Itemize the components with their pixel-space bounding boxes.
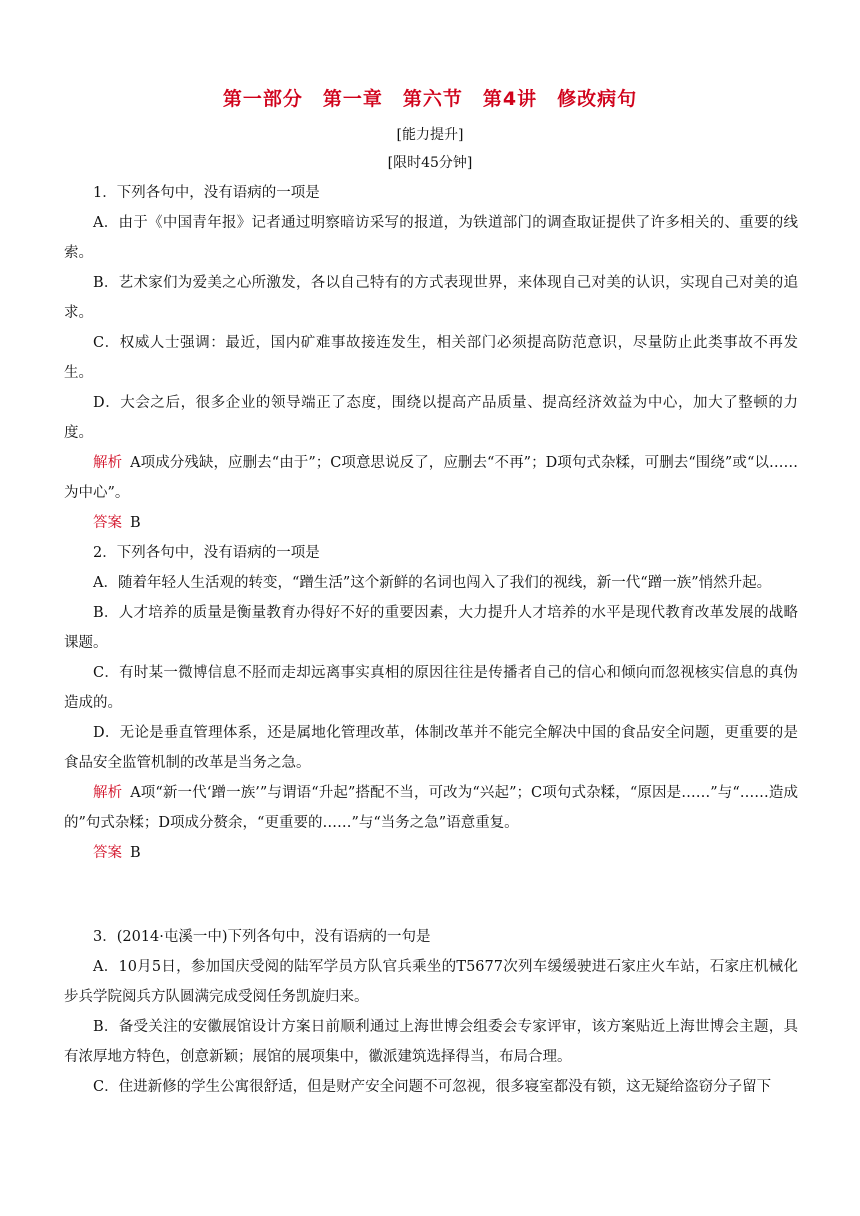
q2-stem: 2．下列各句中，没有语病的一项是 — [93, 545, 320, 561]
q3-option-c: C．住进新修的学生公寓很舒适，但是财产安全问题不可忽视，很多寝室都没有锁，这无疑给盗窃分子留下 — [93, 1079, 772, 1095]
section-gap — [64, 868, 798, 922]
answer-label: 答案 — [93, 515, 122, 531]
page-title: 第一部分 第一章 第六节 第4讲 修改病句 — [222, 88, 638, 110]
q1-option-a: A．由于《中国青年报》记者通过明察暗访采写的报道，为铁道部门的调查取证提供了许多相关的、重要的线索。 — [64, 215, 798, 261]
q1-stem: 1．下列各句中，没有语病的一项是 — [93, 185, 320, 201]
time-limit: [限时45分钟] — [387, 155, 473, 171]
q1-answer — [64, 508, 798, 538]
question-body — [64, 178, 798, 1102]
q3-stem: 3．(2014·屯溪一中)下列各句中，没有语病的一句是 — [93, 929, 431, 945]
q1-option-b: B．艺术家们为爱美之心所激发，各以自己特有的方式表现世界，来体现自己对美的认识，实现自己对美的追求。 — [64, 275, 798, 321]
q2-analysis-text: A项“新一代‘蹭一族’”与谓语“升起”搭配不当，可改为“兴起”；C项句式杂糅，“原因是……”与“……造成的”句式杂糅；D项成分赘余，“更重要的……”与“当务之急”语意重复。 — [64, 785, 798, 831]
q2-option-d: D．无论是垂直管理体系，还是属地化管理改革，体制改革并不能完全解决中国的食品安全问题，更重要的是食品安全监管机制的改革是当务之急。 — [64, 725, 798, 771]
q1-option-c: C．权威人士强调：最近，国内矿难事故接连发生，相关部门必须提高防范意识，尽量防止此类事故不再发生。 — [64, 335, 798, 381]
q1-analysis-text: A项成分残缺，应删去“由于”；C项意思说反了，应删去“不再”；D项句式杂糅，可删去“围绕”或“以……为中心”。 — [64, 455, 799, 501]
analysis-label: 解析 — [93, 455, 123, 471]
q1-analysis — [64, 448, 798, 508]
answer-label: 答案 — [93, 845, 122, 861]
q2-analysis — [64, 778, 798, 838]
q2-answer — [64, 838, 798, 868]
analysis-label: 解析 — [93, 785, 123, 801]
q3-option-b: B．备受关注的安徽展馆设计方案日前顺利通过上海世博会组委会专家评审，该方案贴近上海世博会主题，具有浓厚地方特色，创意新颖；展馆的展项集中，徽派建筑选择得当，布局合理。 — [64, 1019, 798, 1065]
q3-option-a: A．10月5日，参加国庆受阅的陆军学员方队官兵乘坐的T5677次列车缓缓驶进石家庄火车站，石家庄机械化步兵学院阅兵方队圆满完成受阅任务凯旋归来。 — [64, 959, 798, 1005]
section-subtitle: [能力提升] — [396, 127, 464, 143]
q1-option-d: D．大会之后，很多企业的领导端正了态度，围绕以提高产品质量、提高经济效益为中心，加大了整顿的力度。 — [64, 395, 798, 441]
q2-answer-value: B — [130, 845, 141, 861]
q2-option-b: B．人才培养的质量是衡量教育办得好不好的重要因素，大力提升人才培养的水平是现代教育改革发展的战略课题。 — [64, 605, 798, 651]
q2-option-a: A．随着年轻人生活观的转变，“蹭生活”这个新鲜的名词也闯入了我们的视线，新一代“蹭一族”悄然升起。 — [93, 575, 772, 591]
q1-answer-value: B — [130, 515, 141, 531]
q2-option-c: C．有时某一微博信息不胫而走却远离事实真相的原因往往是传播者自己的信心和倾向而忽视核实信息的真伪造成的。 — [64, 665, 798, 711]
